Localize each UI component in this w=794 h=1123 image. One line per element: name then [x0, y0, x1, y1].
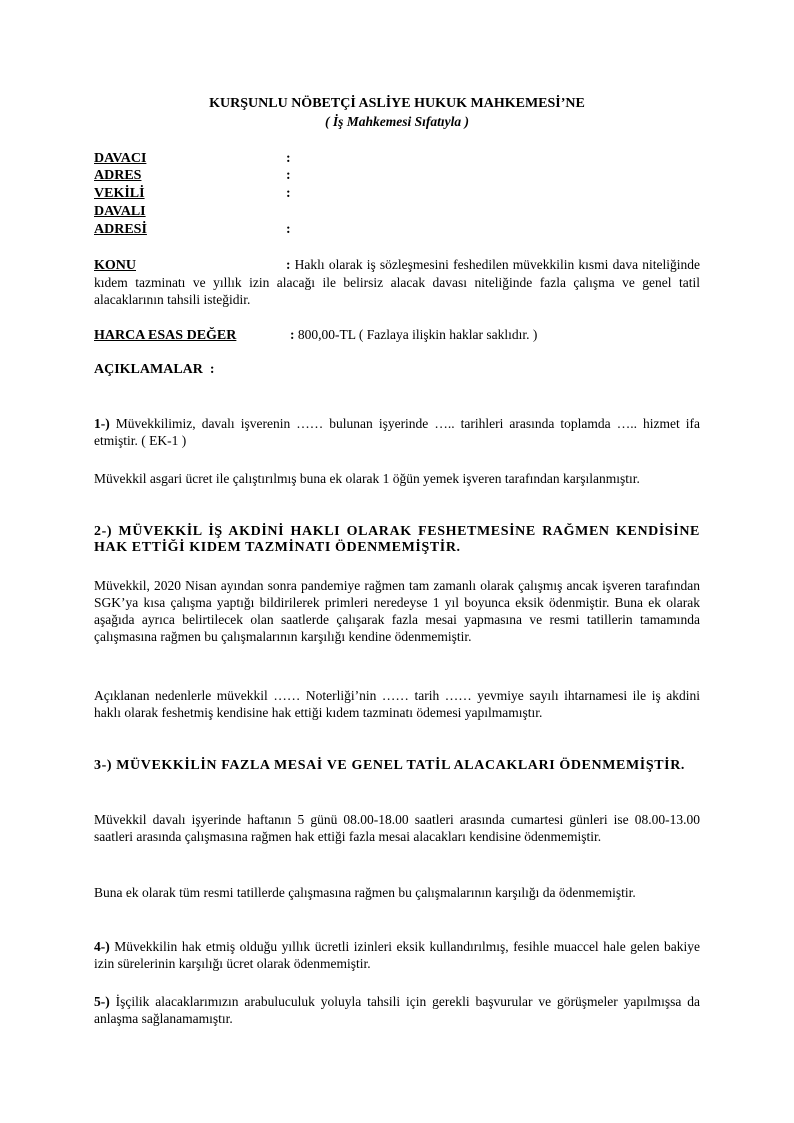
section-3-heading: 3-) MÜVEKKİLİN FAZLA MESAİ VE GENEL TATİL ALACAKLARI ÖDENMEMİŞTİR.: [94, 758, 686, 773]
item-text: Müvekkilin hak etmiş olduğu yıllık ücretli izinleri eksik kullandırılmış, fesihle muaccel hale gelen bakiye izin sürelerinin karşılığı ücret olarak ödenmemiştir.: [94, 939, 700, 971]
section-3-paragraph-b: Buna ek olarak tüm resmi tatillerde çalışmasına rağmen bu çalışmalarının karşılığı da ödenmemiştir.: [94, 885, 636, 900]
party-label: VEKİLİ: [94, 186, 145, 201]
party-colon: :: [286, 186, 291, 201]
item-number: 4-): [94, 939, 110, 954]
section-2-heading: 2-) MÜVEKKİL İŞ AKDİNİ HAKLI OLARAK FESHETMESİNE RAĞMEN KENDİSİNE HAK ETTİĞİ KIDEM TAZMİNATI ÖDENMEMİŞTİR.: [94, 524, 700, 555]
item-number: 1-): [94, 416, 110, 431]
party-colon: :: [286, 168, 291, 183]
party-row-vekili: [94, 185, 291, 202]
party-row-davali: [94, 203, 284, 220]
section-2-paragraph-b: Açıklanan nedenlerle müvekkil …… Noterliği’nin …… tarih …… yevmiye sayılı ihtarnamesi ile iş akdini haklı olarak feshetmiş kendisine hak ettiği kıdem tazminatı ödemesi yapılmamıştır.: [94, 688, 700, 720]
item-number: 5-): [94, 994, 110, 1009]
party-colon: :: [286, 151, 291, 166]
harc-row: [94, 327, 537, 344]
konu-colon: :: [286, 257, 291, 272]
party-row-davaci: [94, 150, 291, 167]
item-text: İşçilik alacaklarımızın arabuluculuk yoluyla tahsili için gerekli başvurular ve görüşmeler yapılmışsa da anlaşma sağlanamamıştır.: [94, 994, 700, 1026]
aciklamalar-heading: AÇIKLAMALAR :: [94, 362, 215, 377]
harc-label: HARCA ESAS DEĞER: [94, 328, 237, 343]
party-label: ADRES: [94, 168, 142, 183]
section-2-paragraph-a: Müvekkil, 2020 Nisan ayından sonra pandemiye rağmen tam zamanlı olarak çalışmış ancak işveren tarafından SGK’ya kısa çalışma yaptığı bildirilerek primleri neredeyse 1 yıl boyunca eksik ödenmiştir. Buna ek olarak aşağıda ayrıca belirtilecek olan saatlerde çalışarak fazla mesai yapmasına ve resmi tatillerin tamamında çalışmasına rağmen bu çalışmalarının karşılığı kendine ödenmemiştir.: [94, 578, 700, 644]
harc-colon: :: [290, 327, 295, 342]
party-label: DAVALI: [94, 204, 146, 219]
harc-text: 800,00-TL ( Fazlaya ilişkin haklar saklıdır. ): [294, 327, 538, 342]
item-1b-paragraph: Müvekkil asgari ücret ile çalıştırılmış buna ek olarak 1 öğün yemek işveren tarafından karşılanmıştır.: [94, 471, 640, 486]
court-subtitle: ( İş Mahkemesi Sıfatıyla ): [325, 114, 469, 129]
party-label: DAVACI: [94, 151, 147, 166]
item-5-paragraph: [94, 993, 700, 1027]
party-colon: :: [286, 222, 291, 237]
item-1-paragraph: [94, 415, 700, 449]
court-title: KURŞUNLU NÖBETÇİ ASLİYE HUKUK MAHKEMESİ’NE: [209, 96, 585, 111]
section-3-paragraph-a: Müvekkil davalı işyerinde haftanın 5 günü 08.00-18.00 saatleri arasında cumartesi günleri ise 08.00-13.00 saatleri arasında çalışmasına rağmen hak ettiği fazla mesai alacakları kendisine ödenmemiştir.: [94, 812, 700, 844]
party-row-adres: [94, 167, 291, 184]
item-text: Müvekkilimiz, davalı işverenin …… bulunan işyerinde ….. tarihleri arasında toplamda ….. hizmet ifa etmiştir. ( EK-1 ): [94, 416, 700, 448]
konu-text: Haklı olarak iş sözleşmesini feshedilen müvekkilin kısmi dava niteliğinde kıdem tazminatı ve yıllık izin alacağı ile belirsiz alacak davası niteliğinde fazla çalışma ve genel tatil alacaklarının tahsili isteğidir.: [94, 257, 700, 307]
party-row-adresi: [94, 221, 291, 238]
party-label: ADRESİ: [94, 222, 147, 237]
konu-paragraph: [94, 256, 700, 308]
item-4-paragraph: [94, 938, 700, 972]
konu-label: KONU: [94, 258, 136, 273]
